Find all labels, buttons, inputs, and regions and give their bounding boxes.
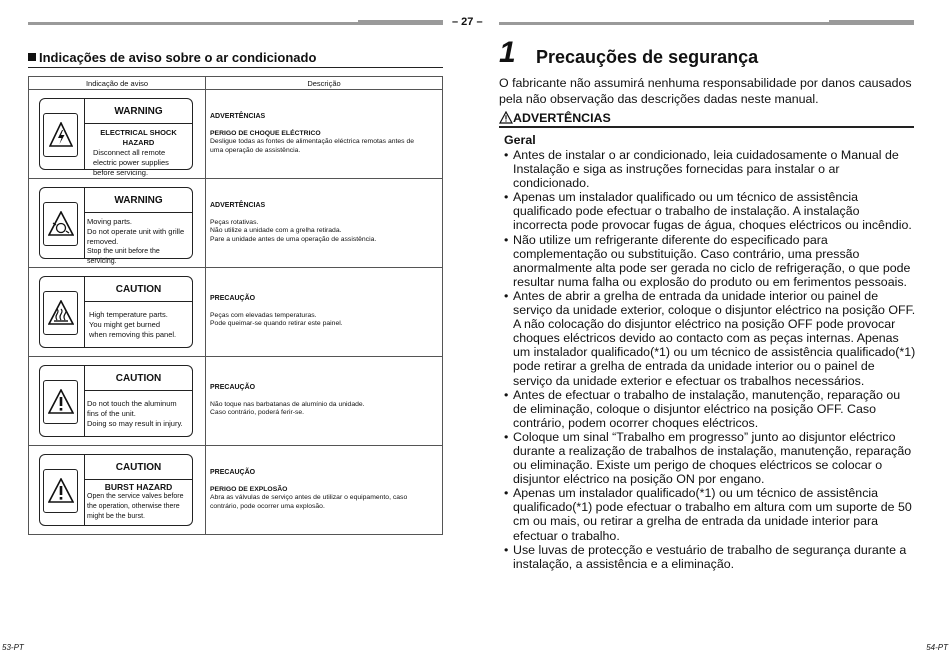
exclamation-icon bbox=[43, 469, 78, 513]
list-item: • Antes de efectuar o trabalho de instalação, manutenção, reparação ou de eliminação, coloque o disjuntor eléctrico na posição OFF. Caso contrário, podem ocorrer choques eléctricos. bbox=[504, 388, 916, 430]
description bbox=[206, 469, 442, 511]
table-row bbox=[29, 90, 443, 179]
safety-bullet-list bbox=[504, 148, 916, 571]
table-row bbox=[29, 357, 443, 446]
col-header-description: Descrição bbox=[206, 77, 443, 90]
description-subtitle: PERIGO DE EXPLOSÃO bbox=[210, 485, 288, 493]
signal-word: WARNING bbox=[85, 99, 192, 124]
description-line: Peças com elevadas temperaturas. bbox=[210, 311, 317, 319]
page-number: – 27 – bbox=[452, 16, 483, 28]
description-line: uma operação de assistência. bbox=[210, 146, 301, 154]
label-line: fins of the unit. bbox=[87, 409, 136, 418]
square-bullet-icon bbox=[28, 53, 36, 61]
warning-labels-title: Indicações de aviso sobre o ar condicionado bbox=[28, 50, 443, 68]
description-title: PRECAUÇÃO bbox=[210, 469, 256, 476]
label-line: Doing so may result in injury. bbox=[87, 419, 183, 428]
description-line: Não utilize a unidade com a grelha retirada. bbox=[210, 227, 342, 234]
label-line: when removing this panel. bbox=[89, 330, 177, 339]
label-line: removed. bbox=[87, 237, 119, 246]
table-row bbox=[29, 268, 443, 357]
exclamation-icon bbox=[43, 380, 78, 424]
description bbox=[206, 384, 442, 418]
label-line: before servicing. bbox=[93, 168, 149, 177]
rotating-fan-icon bbox=[43, 202, 78, 246]
caution-label bbox=[39, 276, 193, 348]
label-line: electric power supplies bbox=[93, 158, 169, 167]
label-line: might be the burst. bbox=[87, 513, 145, 520]
hot-surface-icon bbox=[43, 291, 78, 335]
caution-label bbox=[39, 454, 193, 526]
label-line: Open the service valves before bbox=[87, 493, 184, 500]
header-rule-left bbox=[28, 22, 443, 25]
label-line: You might get burned bbox=[89, 320, 161, 329]
label-line: Do not touch the aluminum bbox=[87, 399, 177, 408]
label-line: Disconnect all remote bbox=[93, 148, 166, 157]
signal-word: CAUTION bbox=[85, 455, 192, 480]
electric-shock-icon bbox=[43, 113, 78, 157]
description-line: Não toque nas barbatanas de alumínio da unidade. bbox=[210, 400, 365, 408]
section-title: Precauções de segurança bbox=[536, 47, 759, 67]
label-line: Do not operate unit with grille bbox=[87, 227, 185, 236]
description-line: Pare a unidade antes de uma operação de assistência. bbox=[210, 235, 377, 243]
list-item: • Antes de instalar o ar condicionado, leia cuidadosamente o Manual de Instalação e siga as instruções fornecidas para instalar o ar condicionado. bbox=[504, 148, 916, 190]
label-line: Moving parts. bbox=[87, 217, 133, 226]
warning-label bbox=[39, 98, 193, 177]
description-line: Peças rotativas. bbox=[210, 218, 259, 226]
signal-word: CAUTION bbox=[85, 277, 192, 302]
label-line: the operation, otherwise there bbox=[87, 503, 180, 510]
footer-left-page: 53-PT bbox=[2, 643, 24, 652]
intro-paragraph: O fabricante não assumirá nenhuma responsabilidade por danos causados pela não observação das descrições dadas neste manual. bbox=[499, 76, 912, 106]
warning-labels-table bbox=[28, 76, 443, 535]
list-item: • Apenas um instalador qualificado(*1) ou um técnico de assistência qualificado(*1) pode efectuar o trabalho em altura com um suporte de 50 cm ou mais, ou retirar a grelha de entrada da unidade interior para efectuar o trabalho. bbox=[504, 486, 916, 542]
section-number: 1 bbox=[499, 36, 516, 69]
description-line: contrário, pode ocorrer uma explosão. bbox=[210, 502, 325, 510]
warning-triangle-icon bbox=[499, 111, 513, 124]
description bbox=[206, 295, 442, 329]
subheading-general: Geral bbox=[504, 133, 536, 147]
description-line: Desligue todas as fontes de alimentação eléctrica remotas antes de bbox=[210, 138, 415, 145]
description bbox=[206, 113, 442, 155]
col-header-indication: Indicação de aviso bbox=[29, 77, 206, 90]
description-subtitle: PERIGO DE CHOQUE ELÉCTRICO bbox=[210, 129, 321, 137]
hazard-title: ELECTRICAL SHOCK HAZARD bbox=[100, 128, 177, 147]
description-title: ADVERTÊNCIAS bbox=[210, 202, 266, 209]
description-line: Abra as válvulas de serviço antes de utilizar o equipamento, caso bbox=[210, 494, 408, 501]
signal-word: WARNING bbox=[85, 188, 192, 213]
description-line: Pode queimar-se quando retirar este painel. bbox=[210, 320, 343, 328]
signal-word: CAUTION bbox=[85, 366, 192, 391]
warnings-heading: ADVERTÊNCIAS bbox=[499, 111, 914, 128]
list-item: • Não utilize um refrigerante diferente do especificado para complementação ou substituição. Caso contrário, uma pressão anormalmente alta pode ser gerada no ciclo de refrigeração, o que pode resultar numa falha ou explosão do produto ou em ferimentos pessoais. bbox=[504, 233, 916, 289]
warning-label bbox=[39, 187, 193, 265]
list-item: • Coloque um sinal “Trabalho em progresso” junto ao disjuntor eléctrico durante a realização de trabalhos de instalação, manutenção, reparação ou eliminação. Existe um perigo de choques eléctricos se colocar o disjuntor eléctrico na posição ON por engano. bbox=[504, 430, 916, 486]
label-line: High temperature parts. bbox=[89, 310, 168, 319]
table-row bbox=[29, 179, 443, 268]
list-item: • Apenas um instalador qualificado ou um técnico de assistência qualificado pode efectuar o trabalho de instalação. A instalação incorrecta pode provocar fugas de água, choques eléctricos ou incêndio. bbox=[504, 190, 916, 232]
label-line: Stop the unit before the servicing. bbox=[87, 248, 160, 265]
description-title: PRECAUÇÃO bbox=[210, 384, 256, 392]
description-title: ADVERTÊNCIAS bbox=[210, 113, 266, 120]
list-item: • Use luvas de protecção e vestuário de trabalho de segurança durante a instalação, a assistência e a eliminação. bbox=[504, 543, 916, 571]
description bbox=[206, 202, 442, 244]
description-line: Caso contrário, poderá ferir-se. bbox=[210, 409, 305, 417]
footer-right-page: 54-PT bbox=[926, 643, 948, 652]
list-item: • Antes de abrir a grelha de entrada da unidade interior ou painel de serviço da unidade exterior, coloque o disjuntor eléctrico na posição OFF. A não colocação do disjuntor eléctrico na posição OFF pode provocar choques eléctricos devido ao contacto com as peças internas. Apenas um instalador qualificado(*1) ou um técnico de assistência qualificado(*1) pode retirar a grelha de entrada da unidade interior ou o painel de serviço da unidade exterior e efectuar os trabalhos necessários. bbox=[504, 289, 916, 388]
table-row bbox=[29, 446, 443, 535]
hazard-title: BURST HAZARD bbox=[104, 482, 173, 492]
header-rule-right bbox=[499, 22, 914, 25]
caution-label bbox=[39, 365, 193, 437]
description-title: PRECAUÇÃO bbox=[210, 295, 256, 303]
